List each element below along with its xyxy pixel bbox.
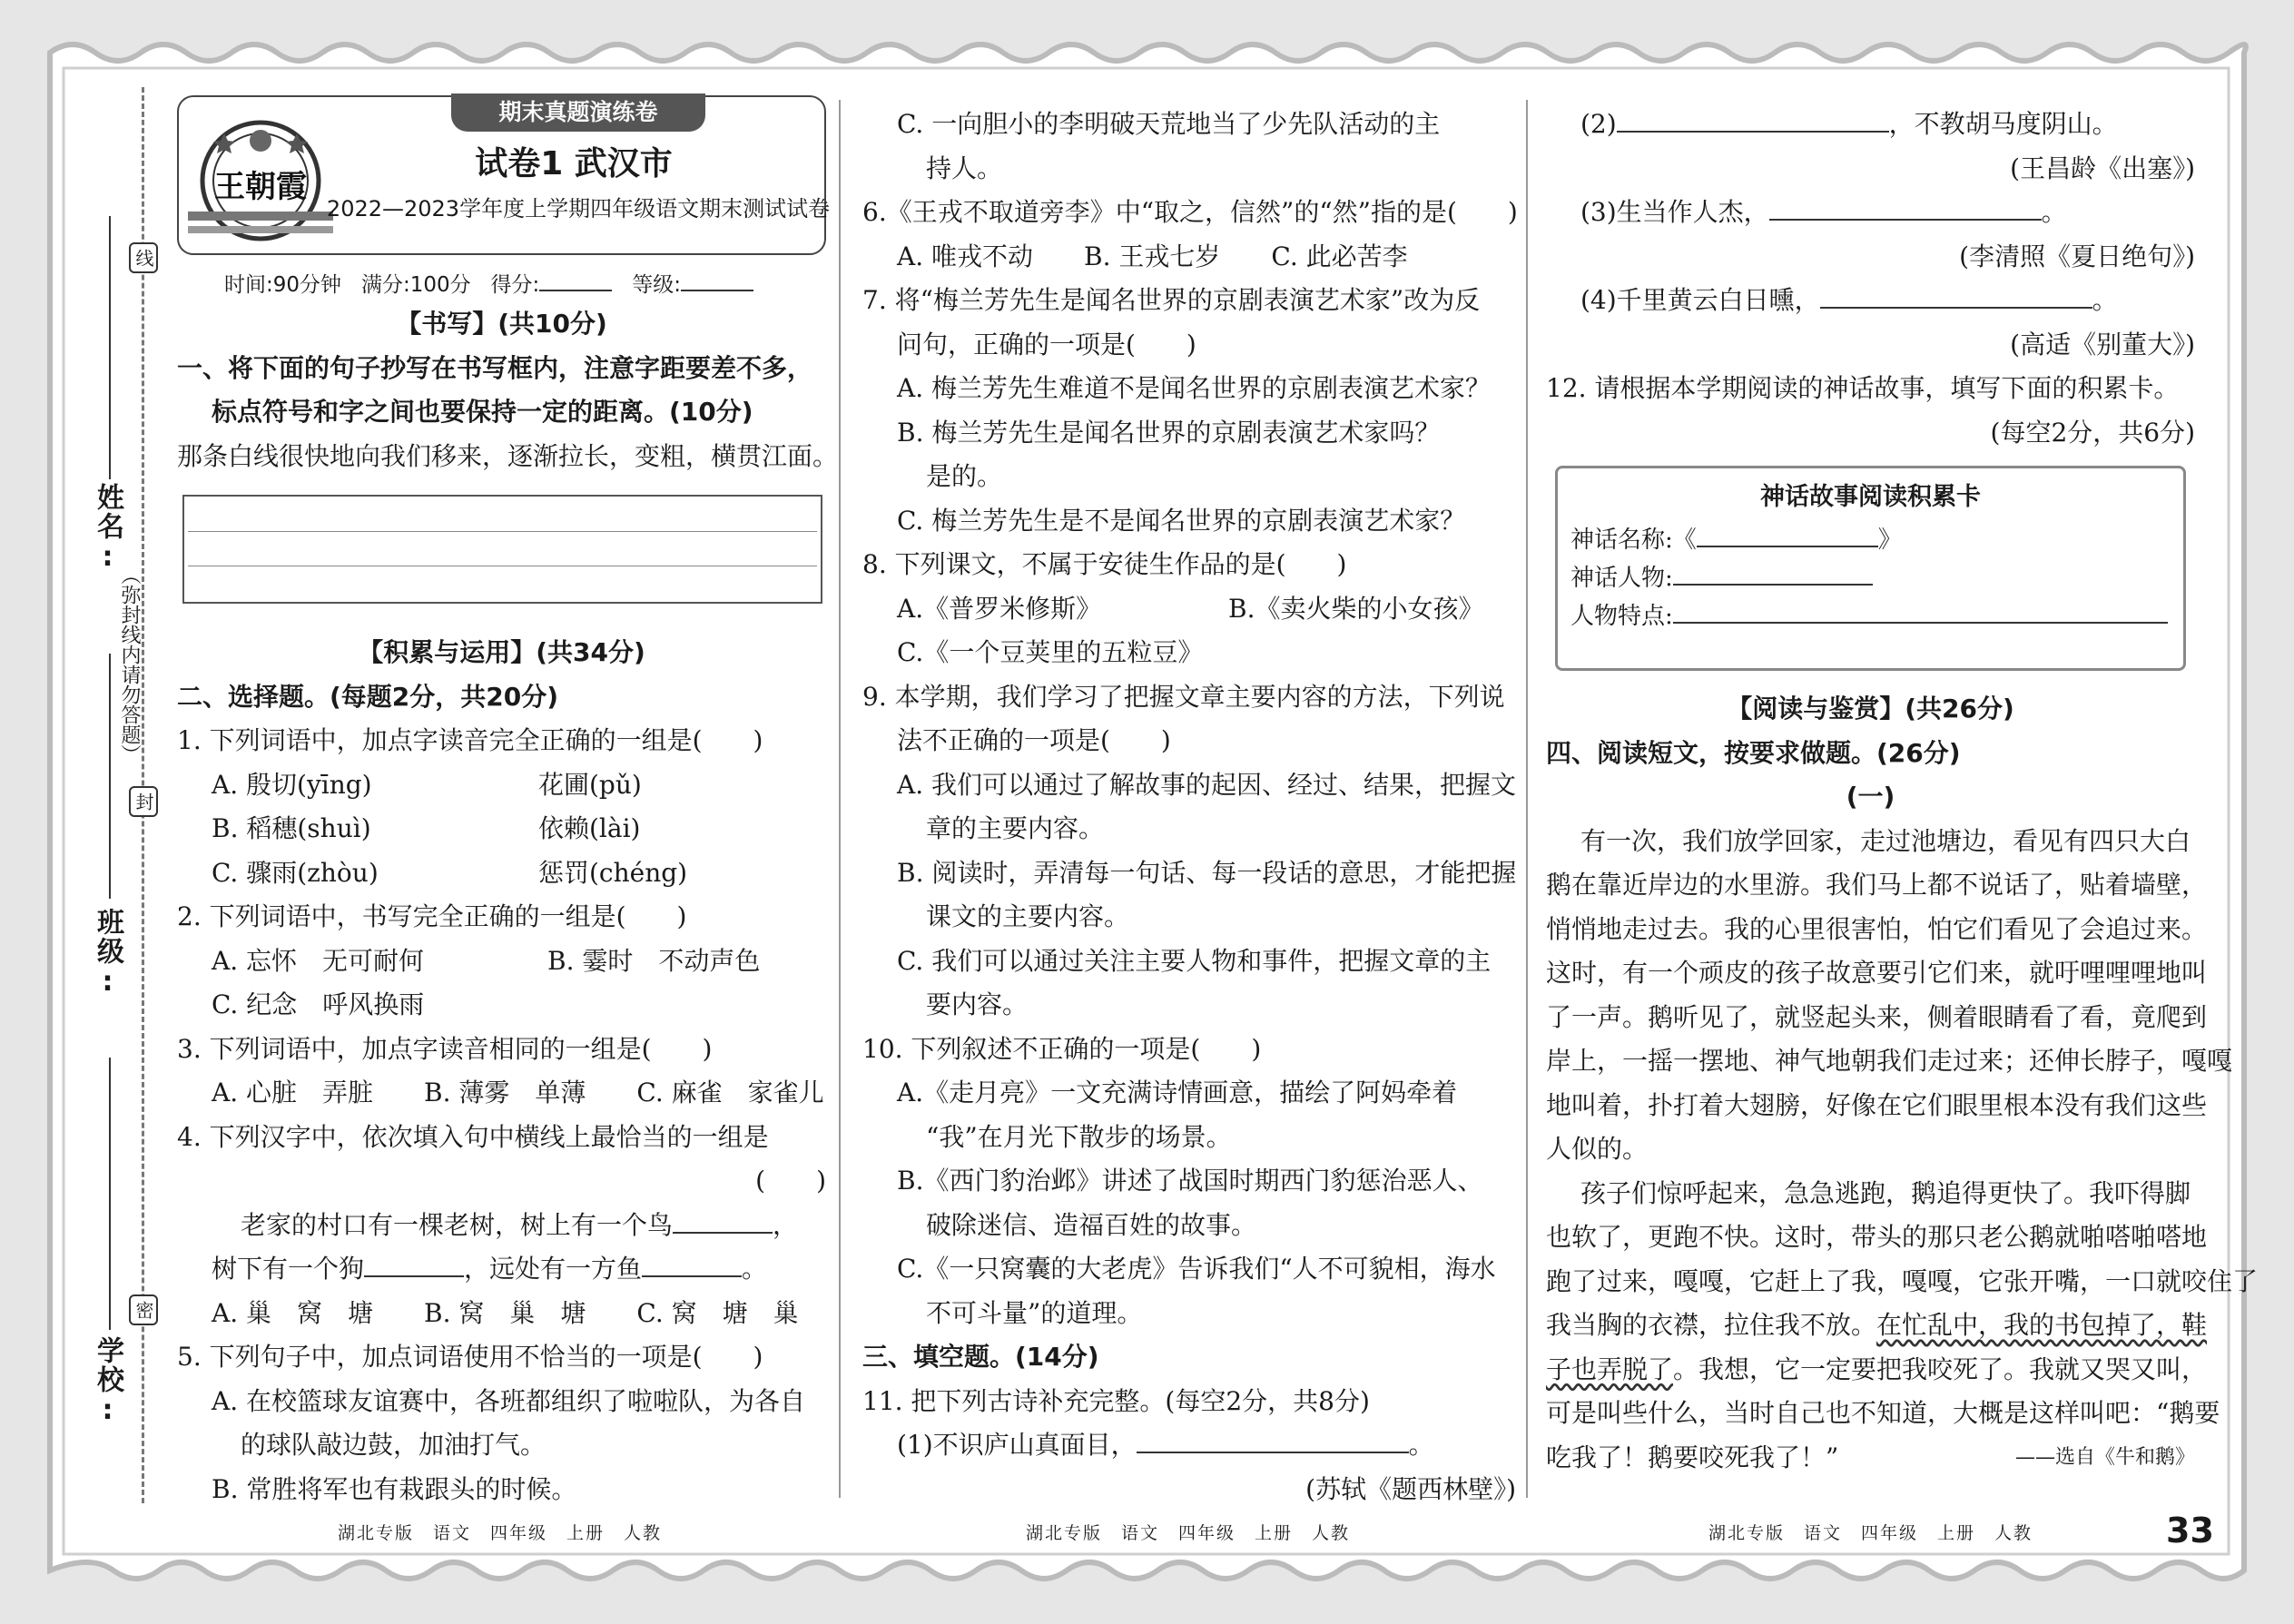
q2-option-a[interactable]: A. 忘怀 无可耐何 (212, 945, 425, 976)
class-label: 班级: (92, 908, 123, 999)
q1-option-b[interactable]: B. 稻穗(shuì) (212, 813, 371, 843)
section-writing: 【书写】(共10分) (396, 309, 607, 339)
q11-4-end: 。 (2092, 285, 2118, 315)
q10-option-a-1[interactable]: A.《走月亮》一文充满诗情画意，描绘了阿妈牵着 (897, 1078, 1458, 1107)
q11-3-text: (3)生当作人杰， (1580, 197, 1769, 227)
card-title: 神话故事阅读积累卡 (1760, 483, 1981, 511)
passage-line-2: 鹅在靠近岸边的水里游。我们马上都不说话了，贴着墙壁， (1546, 870, 2208, 900)
q10-option-c-1[interactable]: C.《一只窝囊的大老虎》告诉我们“人不可貌相，海水 (897, 1254, 1496, 1284)
full-score: 满分:100分 (360, 273, 471, 297)
q11-2-num: (2) (1580, 109, 1617, 139)
q12-points: (每空2分，共6分) (1990, 417, 2195, 448)
q5-option-c-2: 持人。 (926, 153, 1003, 183)
score-label: 得分: (490, 273, 540, 297)
q1-option-b2: 依赖(lài) (538, 813, 641, 843)
column-3 (1546, 103, 2259, 1480)
passage-line-15: 吃我了！鹅要咬死我了！” (1546, 1442, 1839, 1472)
class-field[interactable] (109, 654, 111, 899)
q8-option-a[interactable]: A.《普罗米修斯》 (897, 593, 1102, 624)
footer-left: 湖北专版 语文 四年级 上册 人教 (338, 1523, 663, 1543)
school-label: 学校: (92, 1336, 123, 1428)
q1-option-a2: 花圃(pǔ) (538, 769, 642, 800)
passage-line-9: 孩子们惊呼起来，急急逃跑，鹅追得更快了。我吓得脚 (1580, 1177, 2191, 1208)
passage-line-6: 岸上，一摇一摆地、神气地朝我们走过来；还伸长脖子，嘎嘎 (1546, 1046, 2233, 1076)
q9-option-b-2: 课文的主要内容。 (926, 901, 1130, 931)
q-writing-1: 一、将下面的句子抄写在书写框内，注意字距要差不多， (177, 352, 813, 383)
q11-1-blank[interactable] (1137, 1424, 1409, 1453)
exam-meta (224, 268, 826, 300)
passage-line-3: 悄悄地走过去。我的心里很害怕，怕它们看见了会追过来。 (1546, 913, 2208, 944)
passage-line-13b: 。我想，它一定要把我咬死了。我就又哭又叫， (1673, 1353, 2208, 1384)
copy-sentence: 那条白线很快地向我们移来，逐渐拉长，变粗，横贯江面。 (177, 440, 839, 471)
q5-option-a-2: 的球队敲边鼓，加油打气。 (241, 1430, 546, 1460)
q11-4-source: (高适《别董大》) (2010, 329, 2195, 359)
part-3-heading: 三、填空题。(14分) (862, 1342, 1099, 1372)
q7-option-b-1[interactable]: B. 梅兰芳先生是闻名世界的京剧表演艺术家吗？ (897, 417, 1441, 448)
passage-line-11: 跑了过来，嘎嘎，它赶上了我，嘎嘎，它张开嘴，一口就咬住了 (1546, 1265, 2259, 1296)
score-field[interactable] (539, 268, 612, 291)
grade-field[interactable] (681, 268, 753, 291)
q1-option-c[interactable]: C. 骤雨(zhòu) (212, 857, 379, 888)
seal-note: （弥封线内请勿答题） (118, 565, 141, 764)
grade-label: 等级: (632, 273, 681, 297)
q11-1-source: (苏轼《题西林壁》) (1305, 1473, 1516, 1504)
writing-box[interactable] (182, 495, 822, 604)
q9-option-b-1[interactable]: B. 阅读时，弄清每一句话、每一段话的意思，才能把握 (897, 857, 1517, 888)
myth-card (1555, 466, 2186, 671)
q11-4-text: (4)千里黄云白日曛， (1580, 285, 1820, 315)
svg-text:王朝霞: 王朝霞 (214, 169, 307, 205)
q4-sentence-2b: ，远处有一方鱼 (464, 1254, 643, 1284)
passage-line-7: 地叫着，扑打着大翅膀，好像在它们眼里根本没有我们这些 (1546, 1089, 2208, 1120)
card-name-label: 神话名称:《 (1570, 527, 1697, 554)
q10-option-a-2: “我”在月光下散步的场景。 (926, 1121, 1232, 1152)
question-9-2: 法不正确的一项是( ) (897, 725, 1171, 755)
q7-option-a[interactable]: A. 梅兰芳先生难道不是闻名世界的京剧表演艺术家？ (897, 373, 1492, 403)
question-8: 8. 下列课文，不属于安徒生作品的是( ) (862, 549, 1347, 579)
question-10: 10. 下列叙述不正确的一项是( ) (862, 1033, 1262, 1064)
name-field[interactable] (109, 216, 111, 479)
part-2-heading: 二、选择题。(每题2分，共20分) (177, 681, 559, 712)
passage-line-5: 了一声。鹅听见了，就竖起头来，侧着眼睛看了看，竟爬到 (1546, 1001, 2208, 1032)
card-name-end: 》 (1877, 527, 1902, 554)
school-field[interactable] (109, 1058, 111, 1330)
q10-option-b-1[interactable]: B.《西门豹治邺》讲述了战国时期西门豹惩治恶人、 (897, 1166, 1483, 1196)
q2-option-c[interactable]: C. 纪念 呼风换雨 (212, 989, 425, 1019)
page-number: 33 (2166, 1511, 2214, 1550)
q2-option-b[interactable]: B. 霎时 不动声色 (547, 945, 761, 976)
section-reading: 【阅读与鉴赏】(共26分) (1727, 694, 2014, 723)
q4-blank-3[interactable] (642, 1248, 742, 1277)
passage-line-12b: 在忙乱中，我的书包掉了，鞋 (1876, 1310, 2208, 1340)
q4-answer-paren[interactable]: ( ) (755, 1166, 826, 1196)
q4-sentence-2c: 。 (742, 1254, 768, 1284)
card-person-field[interactable] (1673, 556, 1873, 586)
card-name-field[interactable] (1697, 518, 1878, 547)
card-trait-label: 人物特点: (1570, 603, 1673, 630)
question-1: 1. 下列词语中，加点字读音完全正确的一组是( ) (177, 725, 763, 755)
q4-sentence-1: 老家的村口有一棵老树，树上有一个鸟 (241, 1209, 674, 1240)
q6-options[interactable]: A. 唯戎不动 B. 王戎七岁 C. 此必苦李 (897, 241, 1408, 271)
exam-title: 试卷1 武汉市 (475, 145, 673, 182)
q9-option-c-2: 要内容。 (926, 989, 1029, 1019)
seal-mark-xian: 线 (129, 242, 158, 273)
q11-3-end: 。 (2041, 197, 2067, 227)
part-4-heading: 四、阅读短文，按要求做题。(26分) (1546, 737, 1961, 768)
exam-subtitle: 2022—2023学年度上学期四年级语文期末测试试卷 (326, 196, 831, 221)
passage-line-14: 可是叫些什么，当时自己也不知道，大概是这样叫吧：“鹅要 (1546, 1398, 2220, 1428)
seal-mark-mi: 密 (129, 1294, 158, 1325)
q11-2-blank[interactable] (1617, 103, 1889, 133)
q7-option-b-2: 是的。 (926, 461, 1003, 491)
question-5: 5. 下列句子中，加点词语使用不恰当的一项是( ) (177, 1342, 763, 1372)
section-accumulation: 【积累与运用】(共34分) (358, 637, 645, 667)
passage-source: ——选自《牛和鹅》 (2014, 1445, 2195, 1469)
q11-4-blank[interactable] (1820, 280, 2092, 309)
q1-option-a[interactable]: A. 殷切(yīng) (212, 769, 372, 800)
q5-option-a-1[interactable]: A. 在校篮球友谊赛中，各班都组织了啦啦队，为各自 (212, 1385, 806, 1416)
publisher-logo-icon (188, 110, 333, 244)
q3-options[interactable]: A. 心脏 弄脏 B. 薄雾 单薄 C. 麻雀 家雀儿 (212, 1078, 824, 1107)
footer-right: 湖北专版 语文 四年级 上册 人教 (1708, 1523, 2033, 1543)
card-person-label: 神话人物: (1570, 565, 1673, 592)
q11-3-blank[interactable] (1769, 192, 2042, 221)
column-2 (862, 103, 1516, 1511)
question-7-2: 问句，正确的一项是( ) (897, 329, 1196, 359)
question-12: 12. 请根据本学期阅读的神话故事，填写下面的积累卡。 (1546, 373, 2180, 403)
q8-option-b[interactable]: B.《卖火柴的小女孩》 (1228, 593, 1484, 624)
q5-option-c-1[interactable]: C. 一向胆小的李明破天荒地当了少先队活动的主 (897, 109, 1441, 139)
passage-number: (一) (1846, 782, 1895, 812)
passage-line-4: 这时，有一个顽皮的孩子故意要引它们来，就吁哩哩哩地叫 (1546, 958, 2208, 988)
exam-header (177, 95, 831, 255)
q11-3-source: (李清照《夏日绝句》) (1959, 241, 2195, 271)
passage-line-10: 也软了，更跑不快。这时，带头的那只老公鹅就啪嗒啪嗒地 (1546, 1222, 2208, 1252)
q4-options[interactable]: A. 巢 窝 塘 B. 窝 巢 塘 C. 窝 塘 巢 (212, 1297, 799, 1328)
time-limit: 时间:90分钟 (224, 273, 342, 297)
q11-2-text: ，不教胡马度阴山。 (1888, 109, 2118, 139)
passage-line-12a: 我当胸的衣襟，拉住我不放。 (1546, 1310, 1877, 1340)
question-7-1: 7. 将“梅兰芳先生是闻名世界的京剧表演艺术家”改为反 (862, 285, 1481, 315)
q11-1-text: (1)不识庐山真面目， (897, 1430, 1137, 1460)
header-banner: 期末真题演练卷 (451, 94, 705, 132)
q9-option-a-2: 章的主要内容。 (926, 813, 1105, 843)
q11-1-end: 。 (1408, 1430, 1434, 1460)
q9-option-c-1[interactable]: C. 我们可以通过关注主要人物和事件，把握文章的主 (897, 945, 1492, 976)
passage-line-13a: 子也弄脱了 (1546, 1353, 1674, 1384)
question-2: 2. 下列词语中，书写完全正确的一组是( ) (177, 901, 687, 931)
q5-option-b[interactable]: B. 常胜将军也有栽跟头的时候。 (212, 1473, 577, 1504)
column-1: 期末真题演练卷 王朝霞 试卷1 武汉市 2022—2023学年度上学期四年级语文期末测试试卷 时间:90分钟 满分:100分 得分: 等级: 【书写】(共10分) 一、将下面的句子抄写在书写框内，注意字距要差不多， 标点符号和字之间也要保持一定的距离。(10分) 那条白线很快地向我们移来，逐渐拉长，变粗，横贯江面。 【积累与运用】(共34分) 二、选择题。(每题2分，共20分) 1. 下列词语中，加点字读音完全正确的一组是( ) A. 殷切(yīng) 花圃(pǔ) B. 稻穗(shuì) 依赖(lài) C. 骤雨(zhòu) 惩罚(chéng) 2. 下列词语中，书写完全正确的一组是( ) A. 忘怀 无可耐何 B. 霎时 不动声色 C. 纪念 呼风换雨 3. 下列词语中，加点字读音相同的一组是( ) A. 心脏 弄脏 B. 薄雾 单薄 C. 麻雀 家雀儿 4. 下列汉字中，依次填入句中横线上最恰当的一组是 ( ) 老家的村口有一棵老树，树上有一个鸟 ， 树下有一个狗 ，远处有一方鱼 。 A. 巢 窝 塘 B. 窝 巢 塘 C. 窝 塘 巢 5. 下列句子中，加点词语使用不恰当的一项是( ) A. 在校篮球友谊赛中，各班都组织了啦啦队，为各自 的球队敲边鼓，加油打气。 B. 常胜将军也有栽跟头的时候。 (177, 95, 826, 1511)
question-4: 4. 下列汉字中，依次填入句中横线上最恰当的一组是 (177, 1121, 769, 1152)
q11-2-source: (王昌龄《出塞》) (2010, 153, 2195, 183)
q10-option-b-2: 破除迷信、造福百姓的故事。 (926, 1209, 1257, 1240)
q4-blank-2[interactable] (364, 1248, 464, 1277)
q9-option-a-1[interactable]: A. 我们可以通过了解故事的起因、经过、结果，把握文 (897, 769, 1517, 800)
question-6: 6.《王戎不取道旁李》中“取之，信然”的“然”指的是( ) (862, 197, 1518, 227)
footer-middle: 湖北专版 语文 四年级 上册 人教 (1026, 1523, 1351, 1543)
name-label: 姓名: (92, 483, 123, 575)
passage-line-8: 人似的。 (1546, 1134, 1649, 1164)
q-writing-2: 标点符号和字之间也要保持一定的距离。(10分) (212, 397, 753, 427)
question-3: 3. 下列词语中，加点字读音相同的一组是( ) (177, 1033, 713, 1064)
q8-option-c[interactable]: C.《一个豆荚里的五粒豆》 (897, 637, 1204, 667)
question-9-1: 9. 本学期，我们学习了把握文章主要内容的方法，下列说 (862, 681, 1505, 712)
seal-mark-feng: 封 (129, 786, 158, 817)
q4-blank-1[interactable] (673, 1205, 773, 1234)
q7-option-c[interactable]: C. 梅兰芳先生是不是闻名世界的京剧表演艺术家？ (897, 505, 1466, 536)
q10-option-c-2: 不可斗量”的道理。 (926, 1297, 1143, 1328)
question-11: 11. 把下列古诗补充完整。(每空2分，共8分) (862, 1385, 1370, 1416)
q4-sentence-2a: 树下有一个狗 (212, 1254, 365, 1284)
card-trait-field[interactable] (1673, 595, 2168, 624)
q1-option-c2: 惩罚(chéng) (538, 857, 688, 888)
passage-line-1: 有一次，我们放学回家，走过池塘边，看见有四只大白 (1580, 825, 2191, 856)
